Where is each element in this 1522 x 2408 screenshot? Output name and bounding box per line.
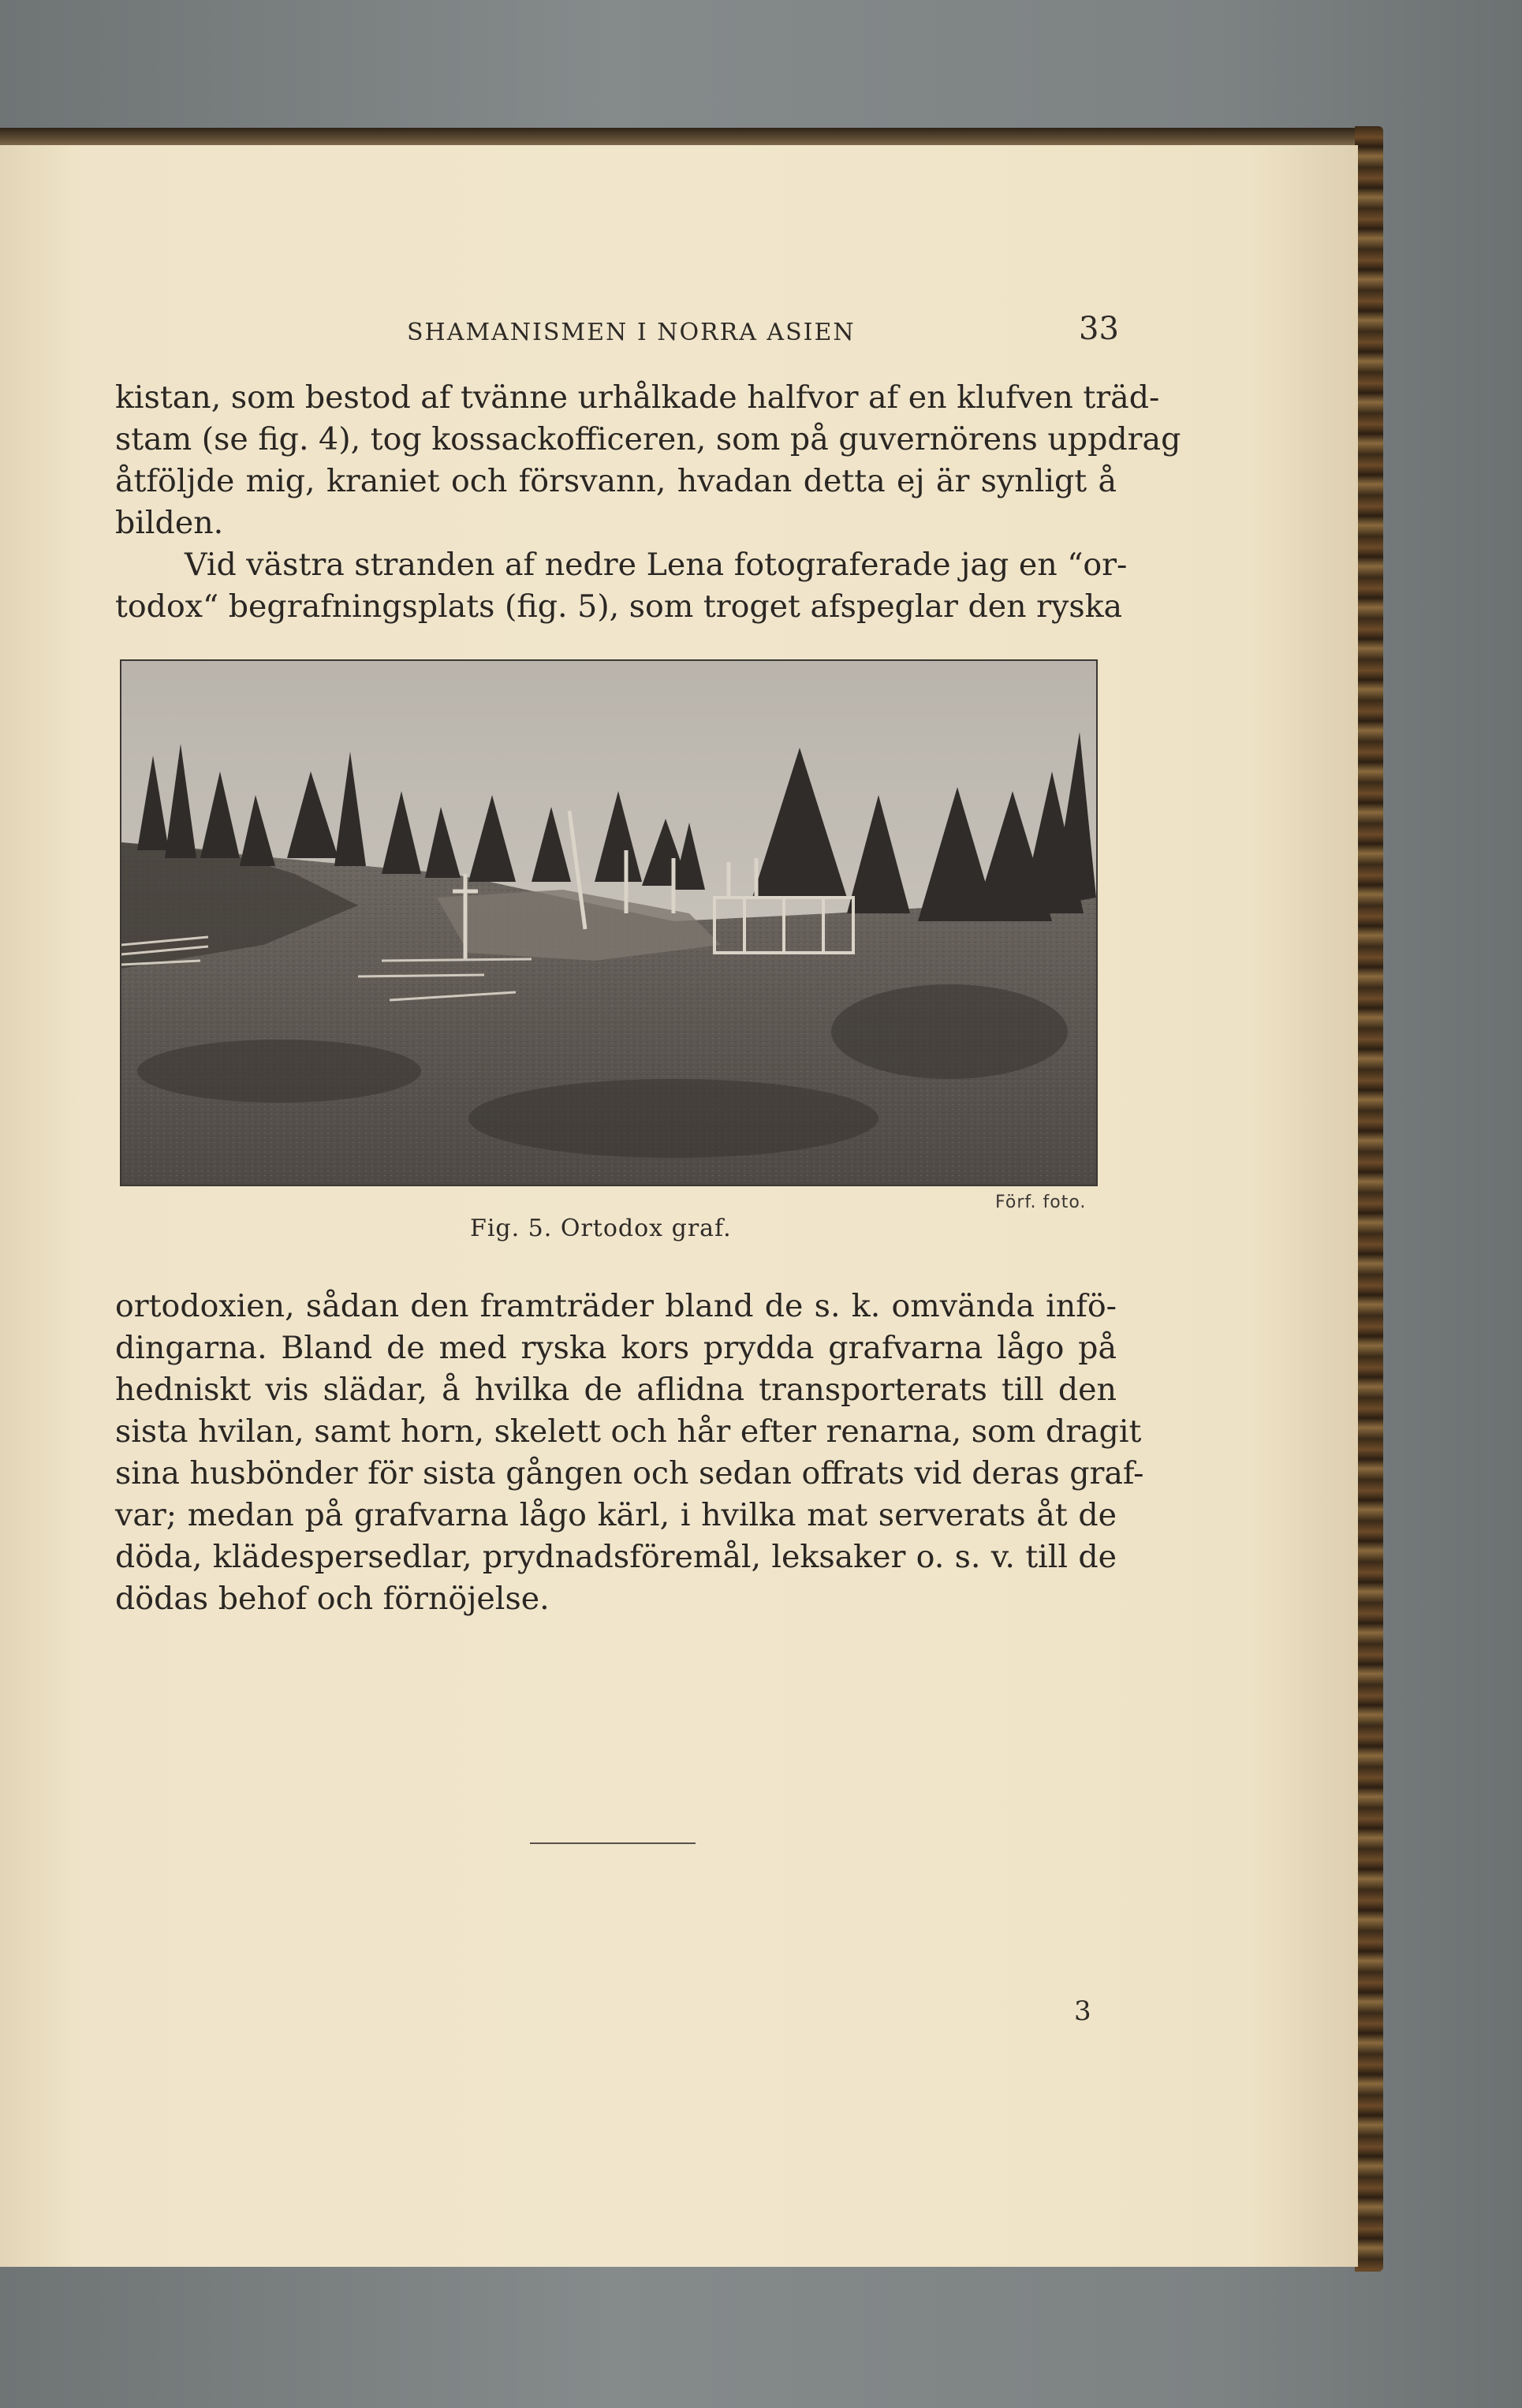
text-line: sista hvilan, samt horn, skelett och hår efter renarna, som dragit [115, 1413, 1142, 1450]
figure-caption: Fig. 5. Ortodox graf. [470, 1215, 732, 1242]
paragraph-3 [115, 1286, 1144, 1620]
text-line: var; medan på grafvarna lågo kärl, i hvilka mat serverats åt de [115, 1497, 1117, 1533]
text-line: Vid västra stranden af nedre Lena fotograferade jag en “or- [185, 547, 1128, 583]
signature-mark: 3 [1074, 1995, 1091, 2027]
figure-photograph [120, 659, 1098, 1186]
text-line: kistan, som bestod af tvänne urhålkade halfvor af en klufven träd- [115, 379, 1160, 416]
text-line: ortodoxien, sådan den framträder bland de s. k. omvända infö- [115, 1288, 1117, 1324]
paragraph-1 [115, 377, 1181, 544]
text-line: dödas behof och förnöjelse. [115, 1581, 550, 1617]
page-number: 33 [1079, 311, 1119, 347]
photo-credit: Förf. foto. [995, 1193, 1087, 1212]
text-line: stam (se fig. 4), tog kossackofficeren, som på guvernörens uppdrag [115, 421, 1181, 457]
text-line: dingarna. Bland de med ryska kors prydda grafvarna lågo på [115, 1330, 1117, 1366]
text-line: åtföljde mig, kraniet och försvann, hvadan detta ej är synligt å [115, 463, 1117, 499]
paragraph-2 [115, 544, 1128, 628]
text-line: döda, klädespersedlar, prydnadsföremål, leksaker o. s. v. till de [115, 1539, 1117, 1575]
text-line: todox“ begrafningsplats (fig. 5), som troget afspeglar den ryska [115, 588, 1123, 625]
graveyard-photo [121, 661, 1096, 1185]
book-page [0, 145, 1358, 2267]
running-head: SHAMANISMEN I NORRA ASIEN [407, 319, 856, 346]
text-line: sina husbönder för sista gången och sedan offrats vid deras graf- [115, 1455, 1144, 1491]
text-line: hedniskt vis slädar, å hvilka de aflidna transporterats till den [115, 1372, 1117, 1408]
end-rule [530, 1842, 696, 1844]
text-line: bilden. [115, 505, 224, 541]
book-cover-edge [1355, 126, 1383, 2272]
